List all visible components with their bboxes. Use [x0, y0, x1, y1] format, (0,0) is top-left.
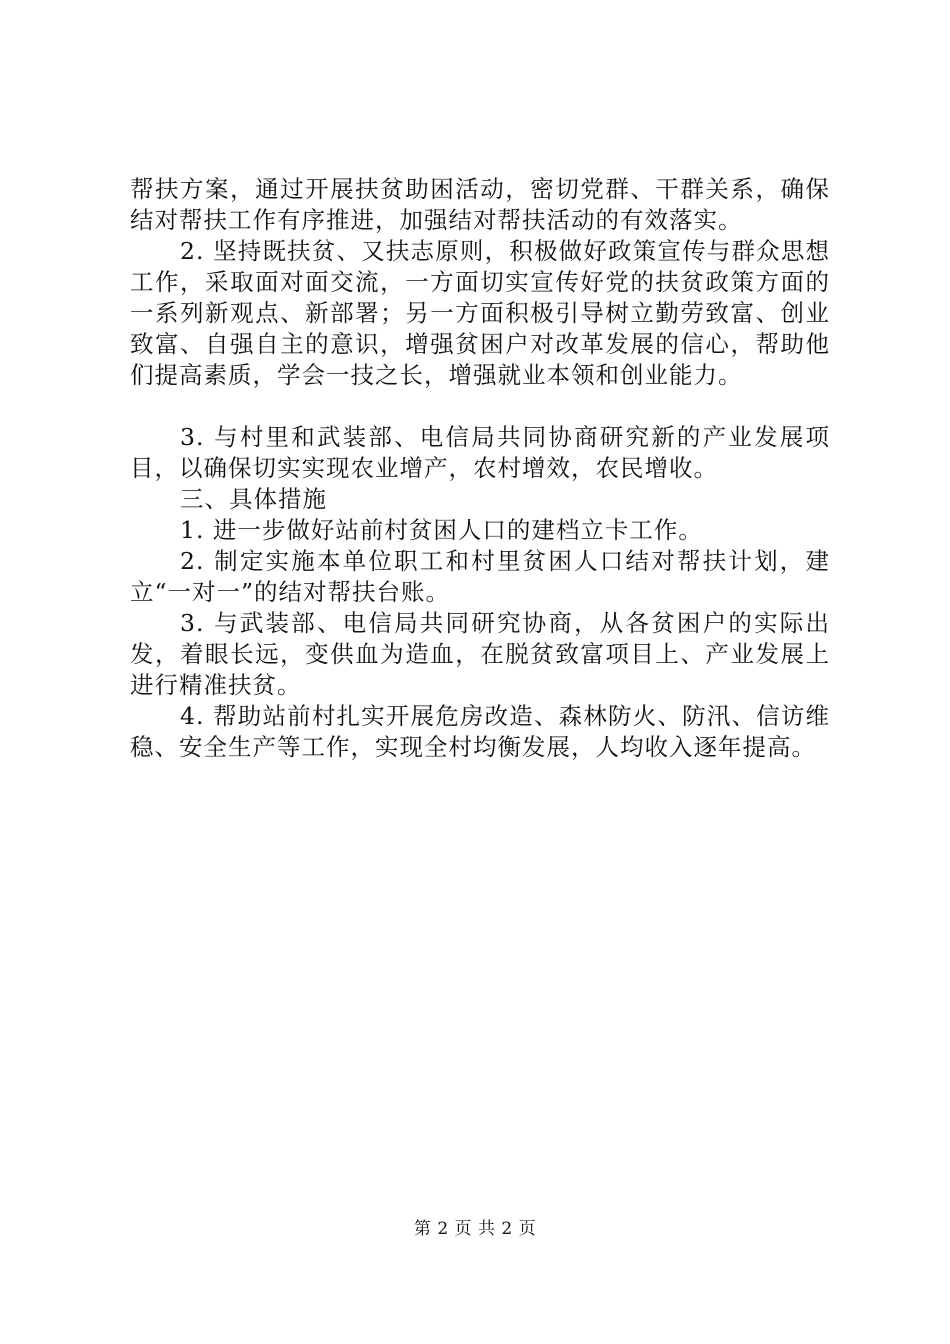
- paragraph-measure-3: 3. 与武装部、电信局共同研究协商，从各贫困户的实际出发，着眼长远，变供血为造血，在脱贫致富项目上、产业发展上进行精准扶贫。: [130, 609, 830, 699]
- section-heading-measures: 三、具体措施: [180, 485, 327, 513]
- paragraph-item-3-projects: 3. 与村里和武装部、电信局共同协商研究新的产业发展项目，以确保切实实现农业增产，农村增效，农民增收。: [130, 423, 830, 482]
- document-body: [130, 174, 830, 763]
- paragraph-measure-4: 4. 帮助站前村扎实开展危房改造、森林防火、防汛、信访维稳、安全生产等工作，实现全村均衡发展，人均收入逐年提高。: [130, 702, 830, 761]
- page-footer: [0, 1218, 950, 1240]
- paragraph-item-2-principle: 2. 坚持既扶贫、又扶志原则，积极做好政策宣传与群众思想工作，采取面对面交流，一方面切实宣传好党的扶贫政策方面的一系列新观点、新部署；另一方面积极引导树立勤劳致富、创业致富、自强自主的意识，增强贫困户对改革发展的信心，帮助他们提高素质，学会一技之长，增强就业本领和创业能力。: [130, 237, 830, 389]
- page-number-label: 第 2 页 共 2 页: [413, 1219, 537, 1239]
- paragraph-measure-2: 2. 制定实施本单位职工和村里贫困人口结对帮扶计划，建立“一对一”的结对帮扶台账。: [130, 547, 830, 606]
- paragraph-continued-plan: 帮扶方案，通过开展扶贫助困活动，密切党群、干群关系，确保结对帮扶工作有序推进，加强结对帮扶活动的有效落实。: [130, 175, 830, 234]
- paragraph-measure-1: 1. 进一步做好站前村贫困人口的建档立卡工作。: [180, 516, 703, 544]
